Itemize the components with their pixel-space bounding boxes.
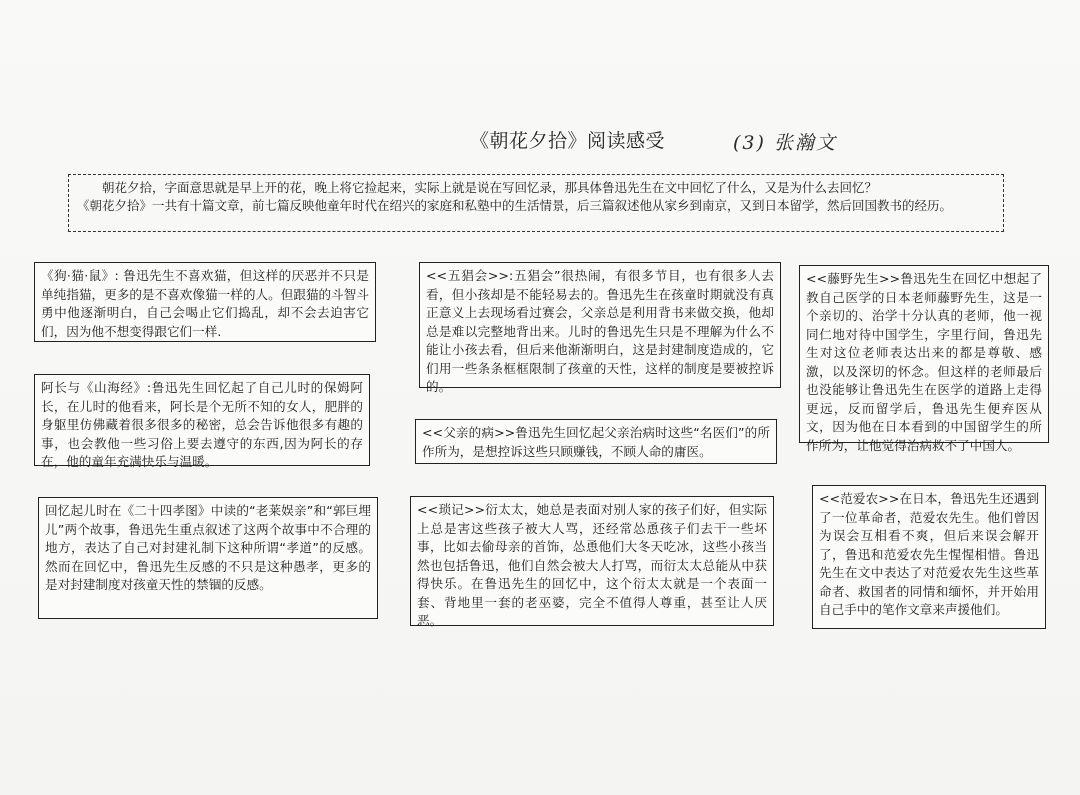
- intro-dashed-box: [68, 174, 1004, 232]
- author-signature: (3) 张瀚文: [733, 132, 837, 154]
- box-wuchang-fair: <<五猖会>>:五猖会”很热闹，有很多节目，也有很多人去看，但小孩却是不能轻易去的。鲁迅先生在孩童时期就没有真正意义上去现场看过赛会，父亲总是利用背书来做交换，他却总是难以完整地背出来。儿时的鲁迅先生只是不理解为什么不能让小孩去看，但后来他渐渐明白，这是封建制度造成的，它们用一些条条框框限制了孩童的天性，这样的制度是要被控诉的。: [419, 262, 781, 388]
- intro-line-2: 《朝花夕拾》一共有十篇文章，前七篇反映他童年时代在绍兴的家庭和私塾中的生活情景，后三篇叙述他从家乡到南京，又到日本留学，然后回国教书的经历。: [77, 198, 953, 213]
- box-fan-ainong: <<范爱农>>在日本，鲁迅先生还遇到了一位革命者，范爱农先生。他们曾因为误会互相看不爽，但后来误会解开了，鲁迅和范爱农先生惺惺相惜。鲁迅先生在文中表达了对范爱农先生这些革命者、救国者的同情和缅怀，并开始用自己手中的笔作文章来声援他们。: [812, 485, 1046, 629]
- box-ah-chang: 阿长与《山海经》:鲁迅先生回忆起了自己儿时的保姆阿长，在儿时的他看来，阿长是个无所不知的女人，肥胖的身躯里仿佛藏着很多很多的秘密，总会告诉他很多有趣的事，也会教他一些习俗上要去遵守的东西,因为阿长的存在，他的童年充满快乐与温暖。: [34, 374, 370, 466]
- box-filial-piety: 回忆起儿时在《二十四孝图》中读的“老莱娱亲”和“郭巨埋儿”两个故事，鲁迅先生重点叙述了这两个故事中不合理的地方，表达了自己对封建礼制下这种所谓“孝道”的反感。然而在回忆中，鲁迅先生反感的不只是这种愚孝，更多的是对封建制度对孩童天性的禁锢的反感。: [38, 497, 378, 619]
- box-fujino: <<藤野先生>>鲁迅先生在回忆中想起了教自己医学的日本老师藤野先生，这是一个亲切的、治学十分认真的老师，他一视同仁地对待中国学生，字里行间，鲁迅先生对这位老师表达出来的都是尊敬、感激，以及深切的怀念。但这样的老师最后也没能够让鲁迅先生在医学的道路上走得更远，反而留学后，鲁迅先生便弃医从文，因为他在日本看到的中国留学生的所作所为，让他觉得治病救不了中国人。: [799, 265, 1049, 443]
- box-father-illness: <<父亲的病>>鲁迅先生回忆起父亲治病时这些“名医们”的所作所为，是想控诉这些只顾赚钱，不顾人命的庸医。: [415, 419, 777, 464]
- box-dog-cat-mouse: 《狗·猫·鼠》: 鲁迅先生不喜欢猫，但这样的厌恶并不只是单纯指猫，更多的是不喜欢像猫一样的人。但跟猫的斗智斗勇中他逐渐明白，自己会喝止它们捣乱，却不会去迫害它们，因为他不想变得跟它们一样.: [34, 262, 376, 342]
- intro-line-1: 朝花夕拾，字面意思就是早上开的花，晚上将它捡起来，实际上就是说在写回忆录，那具体鲁迅先生在文中回忆了什么，又是为什么去回忆？: [102, 180, 878, 195]
- page-title: 《朝花夕拾》阅读感受: [470, 130, 666, 152]
- box-sketches: <<琐记>>衍太太，她总是表面对别人家的孩子们好，但实际上总是害这些孩子被大人骂，还经常怂恿孩子们去干一些坏事，比如去偷母亲的首饰，怂恿他们大冬天吃冰，这些小孩当然也包括鲁迅，他们自然会被大人打骂，而衍太太总能从中获得快乐。在鲁迅先生的回忆中，这个衍太太就是一个表面一套、背地里一套的老巫婆，完全不值得人尊重，甚至让人厌恶。: [410, 496, 774, 626]
